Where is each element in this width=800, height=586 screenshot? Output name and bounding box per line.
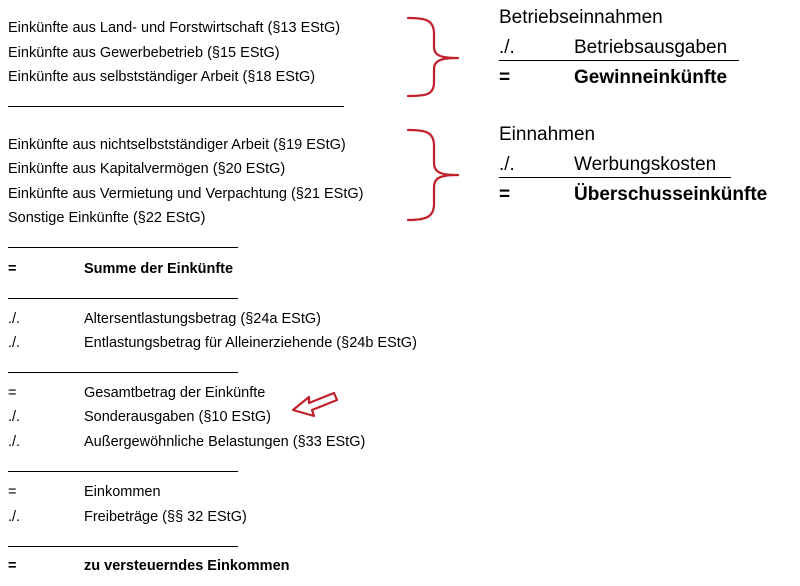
schema-op-freibetraege: ./.: [8, 509, 21, 525]
schema-op-belastungen: ./.: [8, 434, 21, 450]
schema-label-alleinerziehende: Entlastungsbetrag für Alleinerziehende (§24b EStG): [84, 335, 417, 351]
income-line-nichtselbststaendig: Einkünfte aus nichtselbstständiger Arbeit (§19 EStG): [8, 137, 346, 153]
income-line-vermietung: Einkünfte aus Vermietung und Verpachtung (§21 EStG): [8, 186, 364, 202]
schema-op-summe: =: [8, 261, 17, 277]
formula1-op2: ./.: [499, 37, 515, 58]
formula1-op3: =: [499, 67, 511, 88]
income-line-gewerbe: Einkünfte aus Gewerbebetrieb (§15 EStG): [8, 45, 280, 61]
curly-brace-icon: [408, 130, 458, 220]
schema-label-summe: Summe der Einkünfte: [84, 261, 234, 277]
arrow-icon: [293, 393, 337, 416]
schema-label-belastungen: Außergewöhnliche Belastungen (§33 EStG): [84, 434, 366, 450]
formula2-op2: ./.: [499, 154, 515, 175]
income-line-land-forst: Einkünfte aus Land- und Forstwirtschaft (§13 EStG): [8, 20, 341, 36]
income-line-sonstige: Sonstige Einkünfte (§22 EStG): [8, 210, 206, 226]
schema-label-einkommen: Einkommen: [84, 484, 161, 500]
schema-op-gesamtbetrag: =: [8, 385, 17, 401]
formula1-line2: Betriebsausgaben: [574, 37, 728, 58]
schema-op-einkommen: =: [8, 484, 17, 500]
schema-label-zve: zu versteuerndes Einkommen: [84, 558, 290, 574]
formula2-result: Überschusseinkünfte: [574, 184, 768, 205]
formula1-line1: Betriebseinnahmen: [499, 7, 663, 28]
schema-op-sonderausgaben: ./.: [8, 409, 21, 425]
schema-op-altersentlastung: ./.: [8, 311, 21, 327]
formula1-result: Gewinneinkünfte: [574, 67, 728, 88]
schema-label-sonderausgaben: Sonderausgaben (§10 EStG): [84, 409, 272, 425]
curly-brace-icon: [408, 18, 458, 96]
schema-label-altersentlastung: Altersentlastungsbetrag (§24a EStG): [84, 311, 321, 327]
schema-op-zve: =: [8, 558, 17, 574]
schema-label-gesamtbetrag: Gesamtbetrag der Einkünfte: [84, 385, 266, 401]
schema-label-freibetraege: Freibeträge (§§ 32 EStG): [84, 509, 247, 525]
formula2-op3: =: [499, 184, 511, 205]
formula2-line2: Werbungskosten: [574, 154, 717, 175]
income-line-selbststaendig: Einkünfte aus selbstständiger Arbeit (§18 EStG): [8, 69, 316, 85]
formula2-line1: Einnahmen: [499, 124, 596, 145]
schema-op-alleinerziehende: ./.: [8, 335, 21, 351]
income-line-kapital: Einkünfte aus Kapitalvermögen (§20 EStG): [8, 161, 286, 177]
